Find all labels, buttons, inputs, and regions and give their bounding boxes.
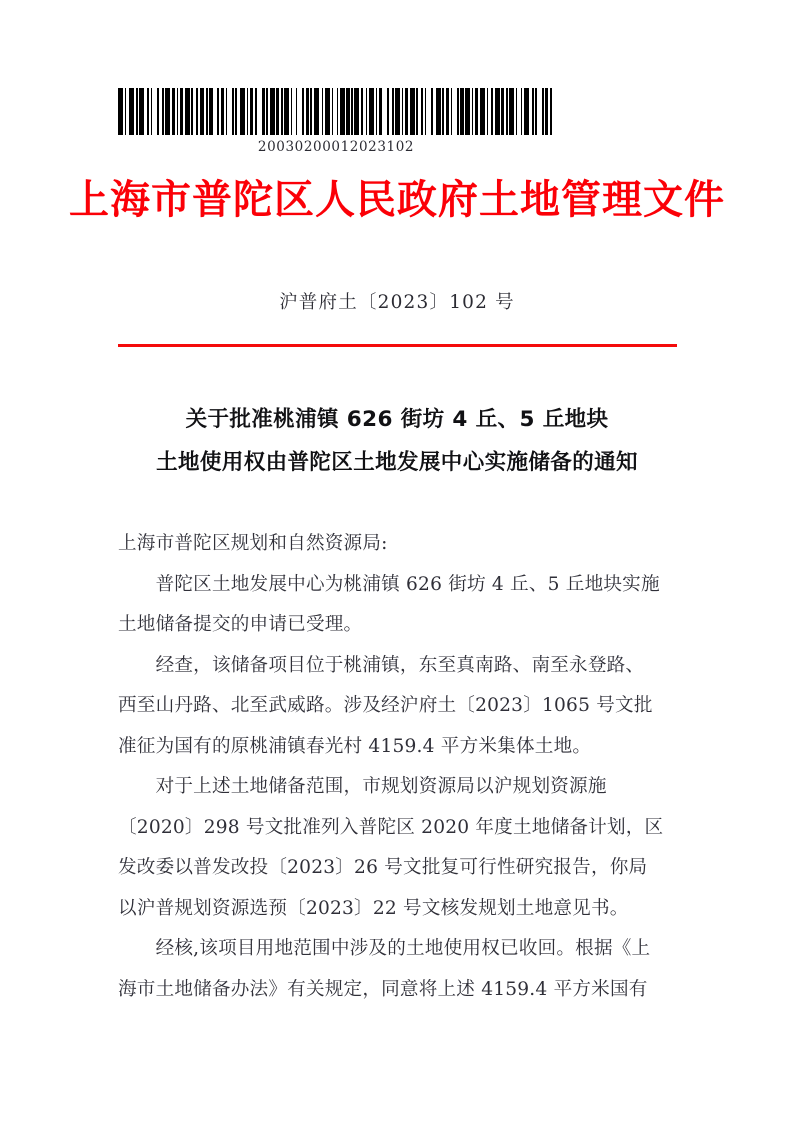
paragraph-approvals-line: 以沪普规划资源选预〔2023〕22 号文核发规划土地意见书。 [118, 897, 629, 919]
paragraph-decision-line: 经核,该项目用地范围中涉及的土地使用权已收回。根据《上 [118, 938, 651, 959]
barcode-number: 20030200012023102 [257, 139, 415, 155]
barcode-bars [118, 88, 554, 135]
paragraph-survey-line: 准征为国有的原桃浦镇春光村 4159.4 平方米集体土地。 [118, 735, 592, 757]
paragraph-application-line: 普陀区土地发展中心为桃浦镇 626 街坊 4 丘、5 丘地块实施 [118, 573, 660, 595]
red-divider-rule [118, 344, 677, 347]
document-body [118, 524, 680, 1010]
document-title-line-1: 关于批准桃浦镇 626 街坊 4 丘、5 丘地块 [185, 407, 609, 432]
paragraph-survey-line: 经查，该储备项目位于桃浦镇，东至真南路、南至永登路、 [118, 654, 645, 676]
paragraph-application-line: 土地储备提交的申请已受理。 [118, 614, 363, 635]
document-title-line-2: 土地使用权由普陀区土地发展中心实施储备的通知 [156, 450, 638, 475]
paragraph-decision-line: 海市土地储备办法》有关规定，同意将上述 4159.4 平方米国有 [118, 978, 648, 1000]
paragraph-approvals-line: 〔2020〕298 号文批准列入普陀区 2020 年度土地储备计划，区 [118, 816, 664, 838]
body-paragraphs [118, 565, 680, 1011]
barcode-block [118, 88, 554, 155]
document-title [0, 398, 794, 484]
document-number: 沪普府土〔2023〕102 号 [279, 292, 515, 313]
masthead-title: 上海市普陀区人民政府土地管理文件 [69, 176, 725, 223]
paragraph-approvals-line: 发改委以普发改投〔2023〕26 号文批复可行性研究报告，你局 [118, 857, 648, 878]
paragraph-survey-line: 西至山丹路、北至武威路。涉及经沪府土〔2023〕1065 号文批 [118, 695, 653, 716]
paragraph-approvals-line: 对于上述土地储备范围，市规划资源局以沪规划资源施 [118, 776, 607, 797]
recipient-line: 上海市普陀区规划和自然资源局: [118, 533, 388, 554]
